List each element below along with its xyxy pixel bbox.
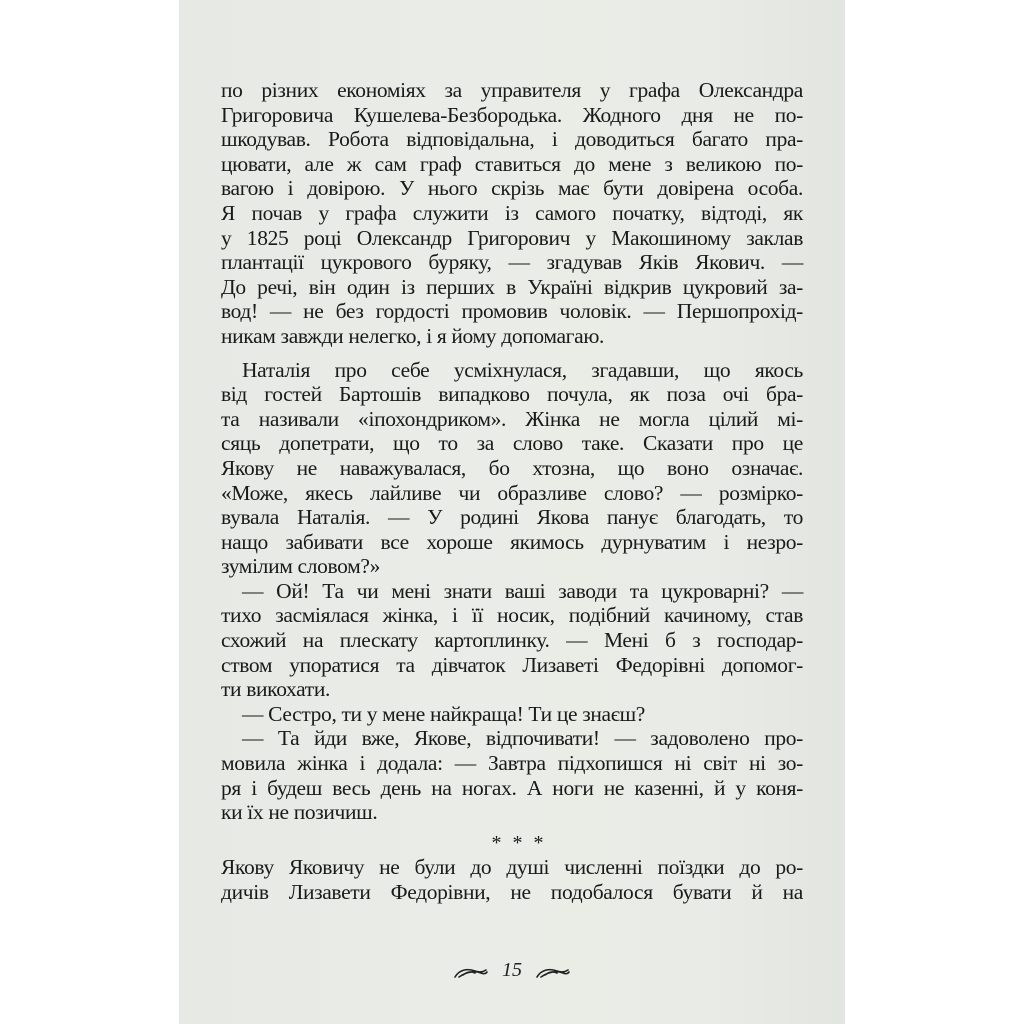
text-line: «Може, якесь лайливе чи образливе слово? — розмірко- bbox=[221, 480, 803, 505]
text-line: Наталія про себе усміхнулася, згадавши, що якось bbox=[242, 357, 803, 382]
text-line: Григоровича Кушелева-Безбородька. Жодного дня не по- bbox=[221, 102, 803, 127]
text-line: мовила жінка і додала: — Завтра підхопишся ні світ ні зо- bbox=[221, 751, 803, 776]
paragraph bbox=[221, 702, 803, 727]
paragraph bbox=[221, 855, 803, 904]
page-footer bbox=[179, 958, 845, 982]
text-line: ством упоратися та дівчаток Лизаветі Федорівні допомог- bbox=[221, 652, 803, 677]
paragraph bbox=[221, 78, 803, 349]
text-line: від гостей Бартошів випадково почула, як поза очі бра- bbox=[221, 382, 803, 407]
text-line: никам завжди нелегко, і я йому допомагаю. bbox=[221, 323, 605, 348]
text-line: плантації цукрового буряку, — згадував Яків Якович. — bbox=[221, 250, 803, 275]
flourish-icon bbox=[453, 963, 489, 977]
text-line: у 1825 році Олександр Григорович у Макошиному заклав bbox=[221, 225, 803, 250]
text-line: ти викохати. bbox=[221, 677, 331, 702]
text-line: вагою і довірою. У нього скрізь має бути довірена особа. bbox=[221, 176, 803, 201]
text-line: — Та йди вже, Якове, відпочивати! — задоволено про- bbox=[242, 726, 803, 751]
text-line: тихо засміялася жінка, і її носик, подібний качиному, став bbox=[221, 603, 803, 628]
text-line: дичів Лизавети Федорівни, не подобалося бувати й на bbox=[221, 880, 803, 904]
paragraph-gap bbox=[221, 349, 803, 358]
text-line: цювати, але ж сам граф ставиться до мене з великою по- bbox=[221, 151, 803, 176]
text-line: шкодував. Робота відповідальна, і доводиться багато пра- bbox=[221, 127, 803, 152]
text-line: До речі, він один із перших в Україні відкрив цукровий за- bbox=[221, 274, 803, 299]
text-line: та називали «іпохондриком». Жінка не могла цілий мі- bbox=[221, 406, 803, 431]
text-line: схожий на плескату картоплинку. — Мені б з господар- bbox=[221, 628, 803, 653]
paragraph bbox=[221, 579, 803, 702]
text-line: Якову не наважувалася, бо хтозна, що воно означає. bbox=[221, 455, 803, 480]
book-page bbox=[179, 0, 845, 1024]
paragraph bbox=[221, 726, 803, 824]
paragraph bbox=[221, 358, 803, 579]
body-text bbox=[221, 78, 803, 905]
text-line: зумілим словом?» bbox=[221, 554, 380, 579]
text-line: по різних економіях за управителя у графа Олександра bbox=[221, 78, 803, 102]
text-line: вод! — не без гордості промовив чоловік. — Першопрохід- bbox=[221, 299, 803, 324]
text-line: ря і будеш весь день на ногах. А ноги не казенні, й у коня- bbox=[221, 775, 803, 800]
text-line: — Ой! Та чи мені знати ваші заводи та цукроварні? — bbox=[242, 578, 803, 603]
text-line: нащо забивати все хороше якимось дурнуватим і незро- bbox=[221, 529, 803, 554]
page-number: 15 bbox=[502, 958, 522, 981]
text-line: Якову Яковичу не були до душі численні поїздки до ро- bbox=[221, 855, 803, 880]
text-line: Я почав у графа служити із самого початку, відтоді, як bbox=[221, 200, 803, 225]
text-line: сяць допетрати, що то за слово таке. Сказати про це bbox=[221, 431, 803, 456]
flourish-icon bbox=[535, 963, 571, 977]
text-line: вувала Наталія. — У родині Якова панує благодать, то bbox=[221, 505, 803, 530]
text-line: — Сестро, ти у мене найкраща! Ти це знаєш? bbox=[242, 701, 645, 726]
text-line: ки їх не позичиш. bbox=[221, 800, 378, 825]
section-separator: * * * bbox=[491, 831, 547, 854]
